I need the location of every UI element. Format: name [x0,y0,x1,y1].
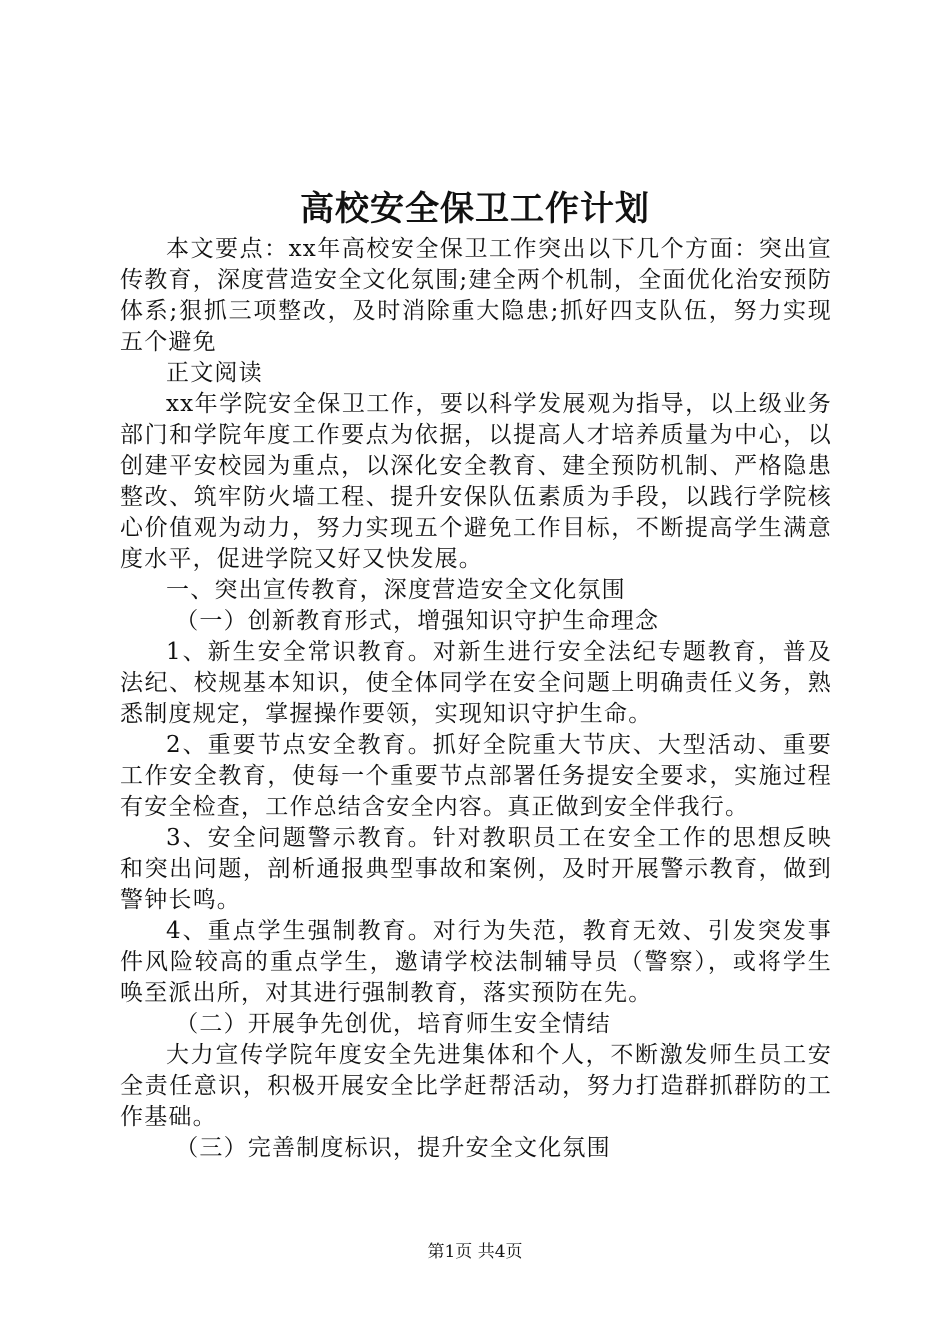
list-paragraph: 1、新生安全常识教育。对新生进行安全法纪专题教育，普及法纪、校规基本知识，使全体同学在安全问题上明确责任义务，熟悉制度规定，掌握操作要领，实现知识守护生命。 [120,639,832,727]
section-heading: 一、突出宣传教育，深度营造安全文化氛围 [166,577,626,603]
subsection-heading: （三）完善制度标识，提升安全文化氛围 [175,1135,611,1161]
subsection-heading: （二）开展争先创优，培育师生安全情结 [175,1011,611,1037]
intro-paragraph: xx年学院安全保卫工作，要以科学发展观为指导，以上级业务部门和学院年度工作要点为依据，以提高人才培养质量为中心，以创建平安校园为重点，以深化安全教育、建全预防机制、严格隐患整改、筑牢防火墙工程、提升安保队伍素质为手段，以践行学院核心价值观为动力，努力实现五个避免工作目标，不断提高学生满意度水平，促进学院又好又快发展。 [120,391,832,572]
summary-paragraph: 本文要点：xx年高校安全保卫工作突出以下几个方面：突出宣传教育，深度营造安全文化氛围;建全两个机制，全面优化治安预防体系;狠抓三项整改，及时消除重大隐患;抓好四支队伍，努力实现五个避免 [120,236,832,355]
document-title: 高校安全保卫工作计划 [300,189,650,229]
body-paragraph: 大力宣传学院年度安全先进集体和个人，不断激发师生员工安全责任意识，积极开展安全比学赶帮活动，努力打造群抓群防的工作基础。 [120,1042,832,1130]
list-paragraph: 2、重要节点安全教育。抓好全院重大节庆、大型活动、重要工作安全教育，使每一个重要节点部署任务提安全要求，实施过程有安全检查，工作总结含安全内容。真正做到安全伴我行。 [120,732,832,820]
list-paragraph: 4、重点学生强制教育。对行为失范，教育无效、引发突发事件风险较高的重点学生，邀请学校法制辅导员（警察），或将学生唤至派出所，对其进行强制教育，落实预防在先。 [120,918,832,1006]
page-number-footer: 第1页 共4页 [427,1242,523,1262]
list-paragraph: 3、安全问题警示教育。针对教职员工在安全工作的思想反映和突出问题，剖析通报典型事故和案例，及时开展警示教育，做到警钟长鸣。 [120,825,832,913]
section-label: 正文阅读 [166,360,263,386]
document-body [120,234,832,1164]
subsection-heading: （一）创新教育形式，增强知识守护生命理念 [175,608,660,634]
